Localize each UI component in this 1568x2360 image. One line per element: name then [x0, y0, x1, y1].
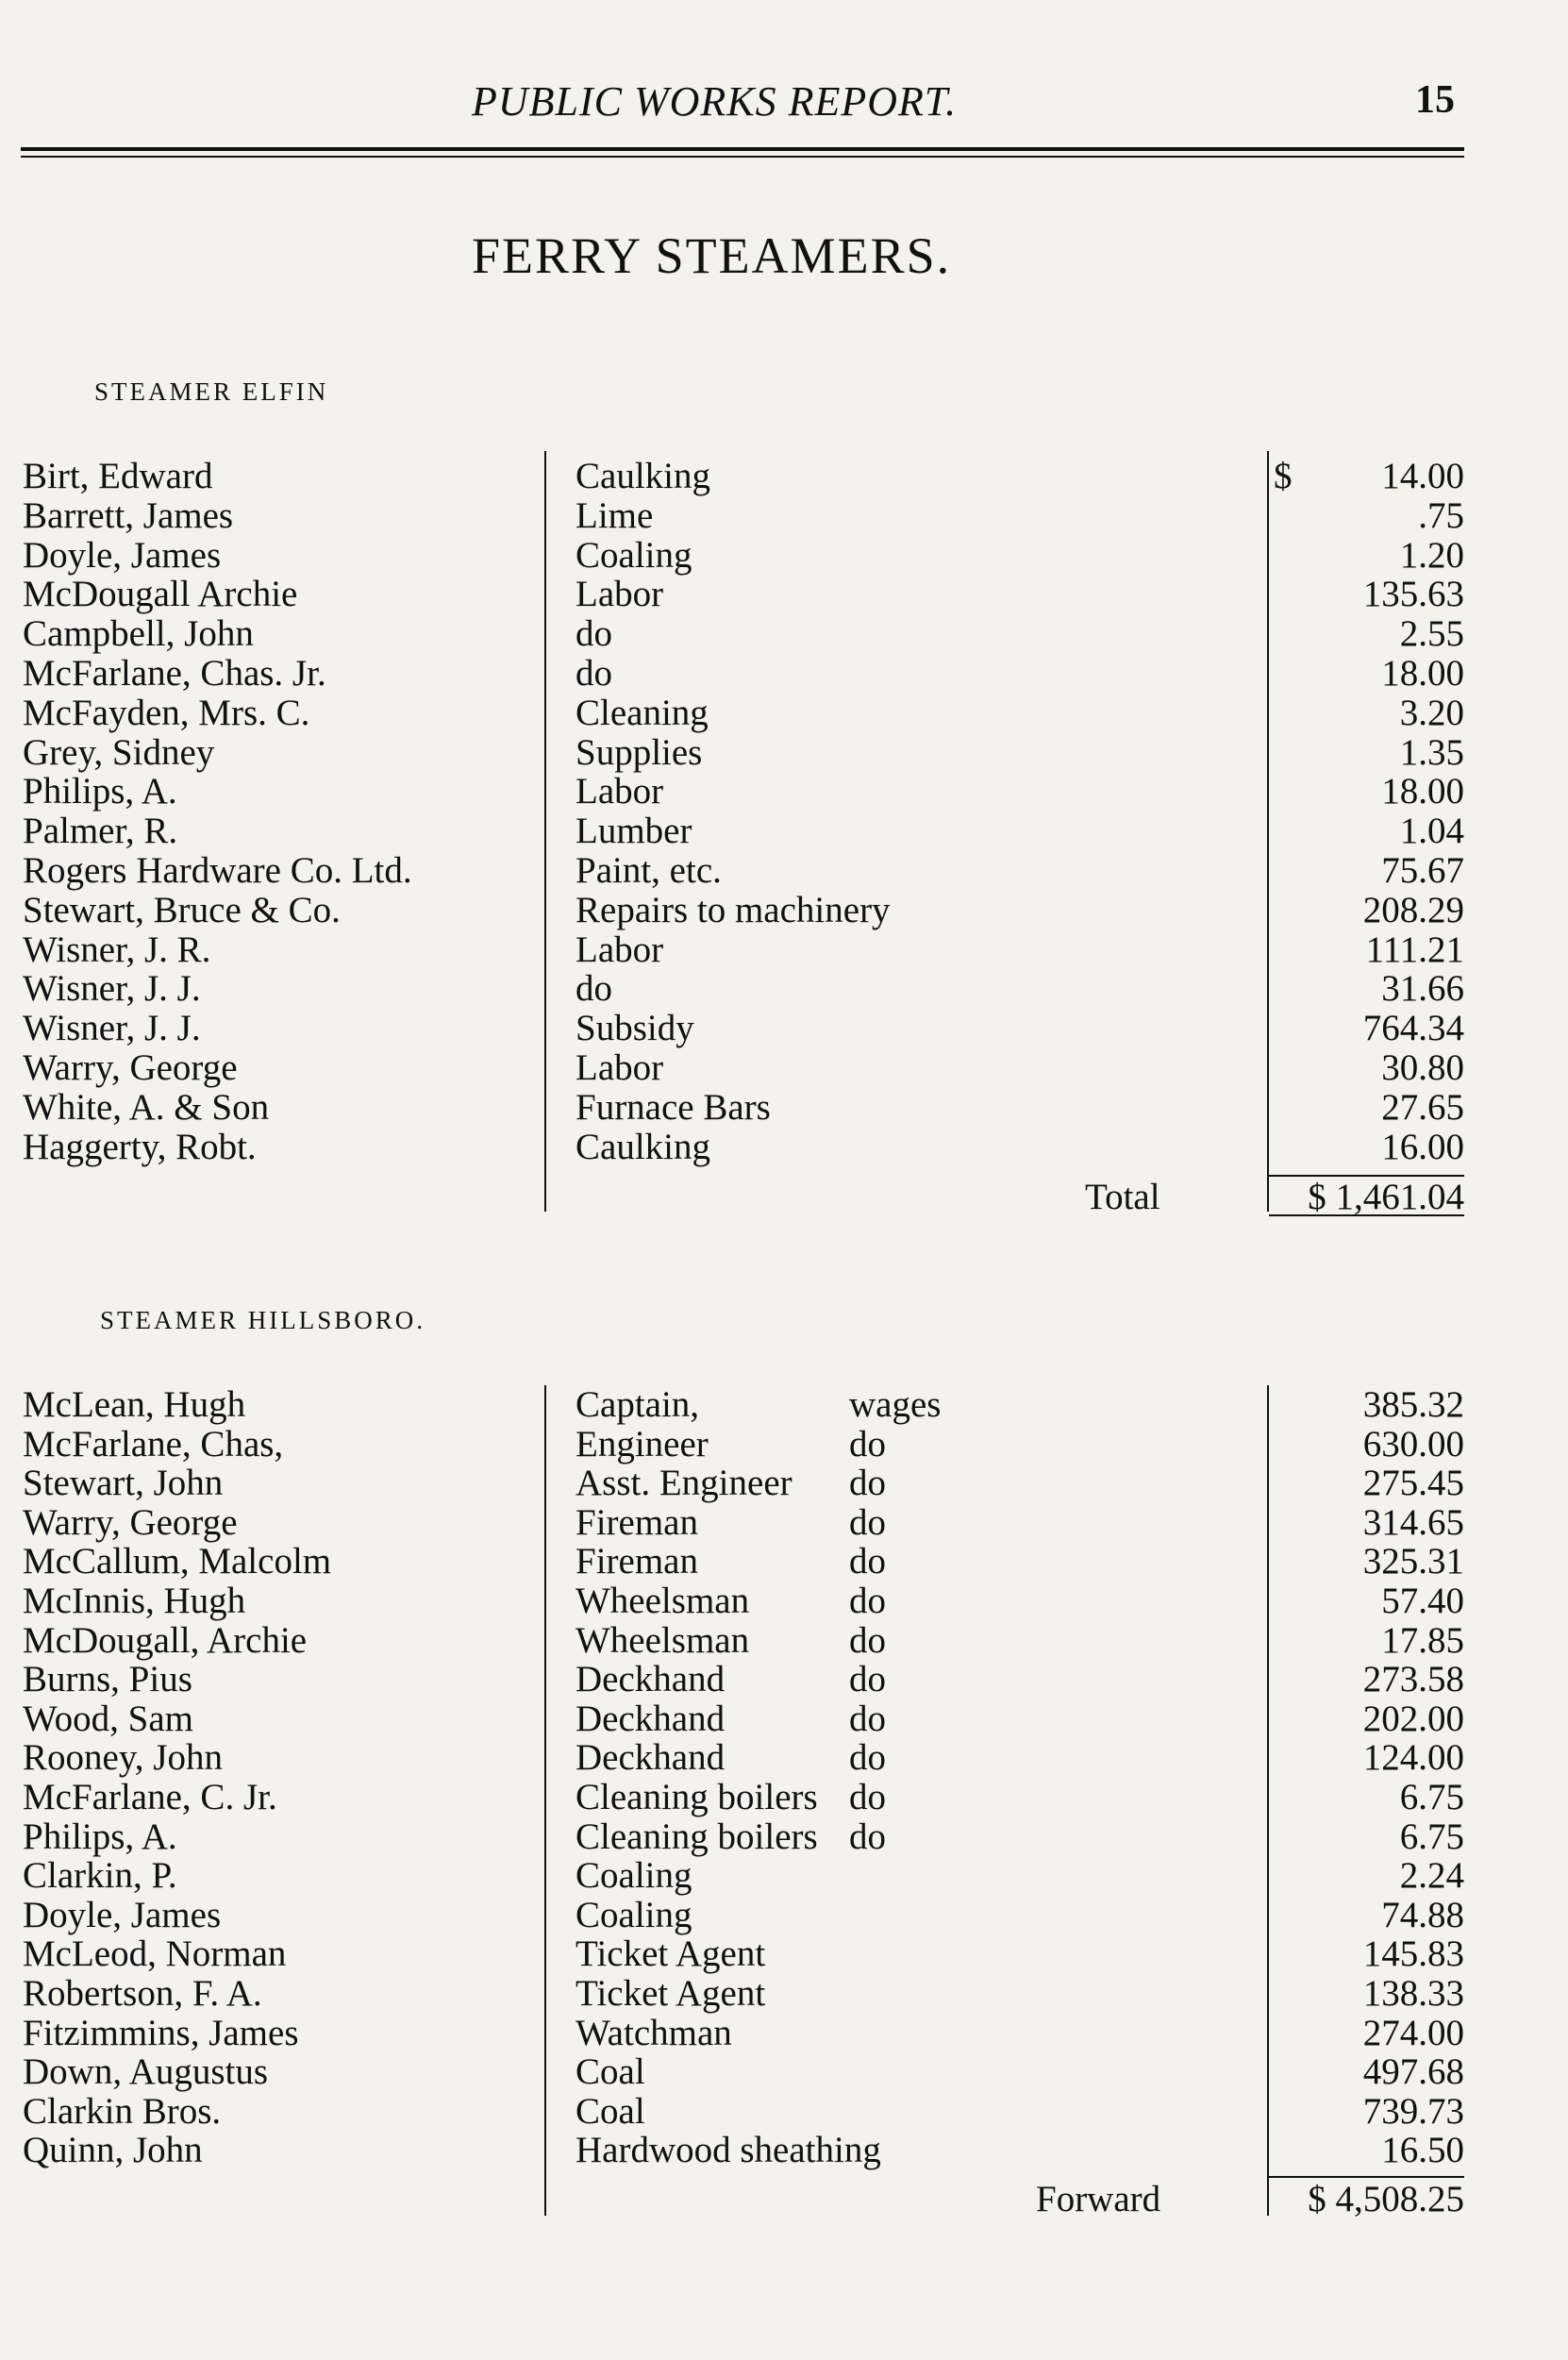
payee-name: Warry, George — [23, 1501, 238, 1543]
table-row — [0, 1738, 1568, 1778]
payee-name: McLean, Hugh — [23, 1384, 246, 1425]
elfin-total-amount: $ 1,461.04 — [1308, 1177, 1464, 1217]
amount: 30.80 — [1381, 1047, 1464, 1088]
expense-item: Fireman — [575, 1501, 698, 1543]
expense-qualifier: do — [849, 1463, 886, 1504]
table-row — [0, 1582, 1568, 1621]
payee-name: Stewart, John — [23, 1463, 224, 1504]
table-row — [0, 930, 1568, 970]
table-row — [0, 2092, 1568, 2132]
section-title: FERRY STEAMERS. — [472, 227, 952, 284]
amount: 18.00 — [1381, 771, 1464, 812]
amount: 1.04 — [1399, 811, 1464, 852]
expense-item: Supplies — [575, 731, 703, 773]
expense-item: Wheelsman — [575, 1619, 750, 1661]
table-row — [0, 496, 1568, 536]
expense-item: Fireman — [575, 1541, 698, 1582]
payee-name: Wood, Sam — [23, 1698, 194, 1739]
amount: 14.00 — [1381, 456, 1464, 496]
table-row — [0, 1048, 1568, 1088]
payee-name: McCallum, Malcolm — [23, 1541, 332, 1582]
expense-qualifier: do — [849, 1423, 886, 1465]
expense-item: Asst. Engineer — [575, 1463, 792, 1504]
expense-item: Caulking — [575, 456, 710, 496]
expense-item: Captain, — [575, 1384, 700, 1425]
table-row — [0, 614, 1568, 654]
payee-name: Clarkin Bros. — [23, 2090, 222, 2132]
amount: 630.00 — [1362, 1423, 1464, 1465]
expense-item: Ticket Agent — [575, 1973, 766, 2014]
amount: .75 — [1418, 494, 1464, 536]
amount: 6.75 — [1399, 1816, 1464, 1857]
table-row — [0, 891, 1568, 930]
expense-item: Coaling — [575, 1855, 692, 1897]
amount: 385.32 — [1362, 1384, 1464, 1425]
elfin-heading: STEAMER ELFIN — [94, 377, 329, 406]
expense-qualifier: do — [849, 1777, 886, 1817]
hillsboro-column-divider-2 — [1267, 1385, 1269, 2216]
amount: 135.63 — [1362, 574, 1464, 615]
page-number: 15 — [1415, 78, 1455, 122]
elfin-column-divider-2 — [1267, 451, 1269, 1212]
amount: 18.00 — [1381, 653, 1464, 694]
payee-name: White, A. & Son — [23, 1086, 270, 1128]
expense-item: do — [575, 968, 612, 1010]
running-header: PUBLIC WORKS REPORT. — [472, 78, 958, 125]
expense-item: Cleaning — [575, 692, 709, 733]
expense-item: Cleaning boilers — [575, 1777, 818, 1817]
table-row — [0, 1856, 1568, 1896]
table-row — [0, 2014, 1568, 2053]
table-row — [0, 1503, 1568, 1543]
amount: 1.35 — [1399, 731, 1464, 773]
table-row — [0, 575, 1568, 614]
payee-name: Palmer, R. — [23, 811, 178, 852]
payee-name: Grey, Sidney — [23, 731, 215, 773]
payee-name: Philips, A. — [23, 771, 177, 812]
amount: 3.20 — [1399, 692, 1464, 733]
table-row — [0, 1934, 1568, 1974]
expense-item: Deckhand — [575, 1737, 726, 1779]
table-row — [0, 1621, 1568, 1661]
table-row — [0, 1817, 1568, 1857]
payee-name: McLeod, Norman — [23, 1933, 287, 1975]
payee-name: Down, Augustus — [23, 2051, 269, 2093]
payee-name: Doyle, James — [23, 1894, 222, 1935]
table-row — [0, 1660, 1568, 1699]
payee-name: McInnis, Hugh — [23, 1581, 246, 1621]
table-row — [0, 969, 1568, 1009]
payee-name: Haggerty, Robt. — [23, 1126, 257, 1167]
amount: 16.00 — [1381, 1126, 1464, 1167]
amount: 27.65 — [1381, 1086, 1464, 1128]
payee-name: Rogers Hardware Co. Ltd. — [23, 850, 412, 891]
expense-item: Paint, etc. — [575, 850, 722, 891]
hillsboro-forward-amount: $ 4,508.25 — [1308, 2179, 1464, 2219]
payee-name: Fitzimmins, James — [23, 2012, 299, 2053]
amount: 57.40 — [1381, 1581, 1464, 1621]
table-row — [0, 733, 1568, 773]
amount: 17.85 — [1381, 1619, 1464, 1661]
payee-name: Rooney, John — [23, 1737, 223, 1779]
amount: 2.24 — [1399, 1855, 1464, 1897]
table-row — [0, 457, 1568, 496]
payee-name: Philips, A. — [23, 1816, 177, 1857]
expense-qualifier: do — [849, 1619, 886, 1661]
amount: 124.00 — [1362, 1737, 1464, 1779]
elfin-total-label: Total — [1085, 1177, 1160, 1217]
table-row — [0, 812, 1568, 851]
hillsboro-forward-label: Forward — [1036, 2179, 1161, 2219]
amount: 1.20 — [1399, 534, 1464, 576]
table-row — [0, 1778, 1568, 1817]
expense-item: Coal — [575, 2090, 645, 2132]
payee-name: McFarlane, Chas. Jr. — [23, 653, 326, 694]
amount: 111.21 — [1365, 929, 1464, 970]
expense-item: Hardwood sheathing — [575, 2130, 881, 2171]
amount: 764.34 — [1362, 1008, 1464, 1049]
header-rule-thin — [21, 156, 1464, 158]
amount: 739.73 — [1362, 2090, 1464, 2132]
amount: 75.67 — [1381, 850, 1464, 891]
expense-item: Deckhand — [575, 1698, 726, 1739]
payee-name: McFarlane, Chas, — [23, 1423, 284, 1465]
payee-name: Stewart, Bruce & Co. — [23, 889, 341, 930]
expense-item: Repairs to machinery — [575, 889, 891, 930]
table-row — [0, 1385, 1568, 1425]
payee-name: McFarlane, C. Jr. — [23, 1777, 277, 1817]
amount: 2.55 — [1399, 613, 1464, 655]
expense-qualifier: do — [849, 1816, 886, 1857]
expense-qualifier: do — [849, 1501, 886, 1543]
payee-name: Birt, Edward — [23, 456, 213, 496]
expense-item: Engineer — [575, 1423, 709, 1465]
amount: 314.65 — [1362, 1501, 1464, 1543]
table-row — [0, 1088, 1568, 1128]
amount: 202.00 — [1362, 1698, 1464, 1739]
payee-name: Burns, Pius — [23, 1659, 192, 1700]
payee-name: Clarkin, P. — [23, 1855, 177, 1897]
expense-item: Watchman — [575, 2012, 732, 2053]
expense-qualifier: do — [849, 1581, 886, 1621]
hillsboro-heading: STEAMER HILLSBORO. — [100, 1306, 426, 1334]
expense-item: Labor — [575, 771, 664, 812]
hillsboro-column-divider-1 — [544, 1385, 546, 2216]
expense-qualifier: do — [849, 1659, 886, 1700]
table-row — [0, 1464, 1568, 1503]
expense-qualifier: do — [849, 1541, 886, 1582]
header-rule — [21, 147, 1464, 151]
expense-qualifier: wages — [849, 1384, 942, 1425]
table-row — [0, 851, 1568, 891]
payee-name: Wisner, J. J. — [23, 1008, 201, 1049]
table-row — [0, 1896, 1568, 1935]
payee-name: McDougall Archie — [23, 574, 298, 615]
table-row — [0, 772, 1568, 812]
amount: 325.31 — [1362, 1541, 1464, 1582]
expense-item: Deckhand — [575, 1659, 726, 1700]
expense-item: Ticket Agent — [575, 1933, 766, 1975]
payee-name: McFayden, Mrs. C. — [23, 692, 310, 733]
expense-item: Coaling — [575, 534, 692, 576]
table-row — [0, 536, 1568, 576]
payee-name: Quinn, John — [23, 2130, 203, 2171]
amount: 145.83 — [1362, 1933, 1464, 1975]
table-row — [0, 2052, 1568, 2092]
expense-item: do — [575, 653, 612, 694]
elfin-currency-sign: $ — [1274, 456, 1293, 496]
expense-item: Coaling — [575, 1894, 692, 1935]
expense-item: Caulking — [575, 1126, 710, 1167]
table-row — [0, 2131, 1568, 2170]
payee-name: McDougall, Archie — [23, 1619, 308, 1661]
table-row — [0, 1425, 1568, 1465]
table-row — [0, 1009, 1568, 1048]
expense-item: Labor — [575, 574, 664, 615]
expense-item: Furnace Bars — [575, 1086, 771, 1128]
payee-name: Barrett, James — [23, 494, 234, 536]
amount: 274.00 — [1362, 2012, 1464, 2053]
expense-item: do — [575, 613, 612, 655]
expense-item: Labor — [575, 1047, 664, 1088]
payee-name: Warry, George — [23, 1047, 238, 1088]
amount: 275.45 — [1362, 1463, 1464, 1504]
table-row — [0, 1542, 1568, 1582]
amount: 16.50 — [1381, 2130, 1464, 2171]
payee-name: Campbell, John — [23, 613, 254, 655]
amount: 273.58 — [1362, 1659, 1464, 1700]
expense-item: Cleaning boilers — [575, 1816, 818, 1857]
payee-name: Robertson, F. A. — [23, 1973, 262, 2014]
payee-name: Wisner, J. J. — [23, 968, 201, 1010]
table-row — [0, 1128, 1568, 1167]
expense-item: Lime — [575, 494, 654, 536]
expense-item: Labor — [575, 929, 664, 970]
expense-item: Subsidy — [575, 1008, 694, 1049]
payee-name: Doyle, James — [23, 534, 222, 576]
expense-item: Coal — [575, 2051, 645, 2093]
expense-qualifier: do — [849, 1737, 886, 1779]
table-row — [0, 1974, 1568, 2014]
payee-name: Wisner, J. R. — [23, 929, 211, 970]
amount: 497.68 — [1362, 2051, 1464, 2093]
elfin-column-divider-1 — [544, 451, 546, 1212]
amount: 208.29 — [1362, 889, 1464, 930]
table-row — [0, 654, 1568, 694]
expense-item: Wheelsman — [575, 1581, 750, 1621]
table-row — [0, 694, 1568, 733]
amount: 31.66 — [1381, 968, 1464, 1010]
amount: 74.88 — [1381, 1894, 1464, 1935]
expense-qualifier: do — [849, 1698, 886, 1739]
table-row — [0, 1699, 1568, 1739]
expense-item: Lumber — [575, 811, 692, 852]
amount: 6.75 — [1399, 1777, 1464, 1817]
amount: 138.33 — [1362, 1973, 1464, 2014]
